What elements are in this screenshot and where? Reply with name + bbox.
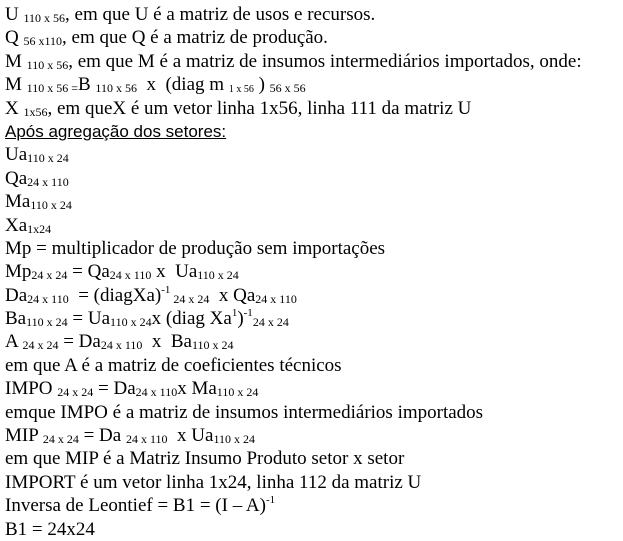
line-x-definition <box>5 97 620 120</box>
subscript: 24 x 24 <box>22 338 59 353</box>
text: x Ua <box>151 261 198 283</box>
text: M <box>5 74 27 96</box>
line-da-formula <box>5 284 620 307</box>
text: emque IMPO é a matriz de insumos intermediários importados <box>5 401 484 423</box>
text: x Ma <box>177 378 217 400</box>
text: U <box>5 4 24 25</box>
subscript: 24 x 110 <box>27 291 69 306</box>
line-impo-formula <box>5 377 620 400</box>
text: , em que M é a matriz de insumos intermediários importados, onde: <box>68 50 582 72</box>
text: x (diag Xa <box>151 308 232 330</box>
line-m-formula <box>5 73 620 96</box>
superscript: -1 <box>265 494 276 507</box>
line-mp-definition <box>5 237 620 260</box>
subscript: 24 x 24 <box>57 385 94 400</box>
subscript: 110 x 24 <box>191 338 234 353</box>
line-u-definition <box>5 3 620 26</box>
subscript: 110 x 56 = <box>26 81 78 96</box>
text: IMPORT é um vetor linha 1x24, linha 112 da matriz U <box>5 471 422 493</box>
text: x Ba <box>142 331 192 353</box>
line-impo-definition <box>5 401 620 424</box>
subscript: 56 x 56 <box>269 81 306 96</box>
text: Q <box>5 27 24 49</box>
subscript: 24 x 110 <box>255 291 297 306</box>
line-qa <box>5 167 620 190</box>
line-import-definition <box>5 471 620 494</box>
text: , em que Q é a matriz de produção. <box>62 27 328 49</box>
subscript: 24 x 24 <box>252 315 289 330</box>
text: em que MIP é a Matriz Insumo Produto setor x setor <box>5 448 405 470</box>
text: M <box>5 50 27 72</box>
line-ma <box>5 190 620 213</box>
text: B1 = 24x24 <box>5 518 95 540</box>
subscript: 110 x 24 <box>213 432 255 447</box>
subscript: 24 x 110 <box>135 385 178 400</box>
line-xa <box>5 214 620 237</box>
subscript: 110 x 24 <box>197 268 239 283</box>
subscript: 110 x 56 <box>26 57 69 72</box>
section-heading <box>5 120 620 143</box>
line-mp-formula <box>5 260 620 283</box>
line-ua <box>5 143 620 166</box>
text: Inversa de Leontief = B1 = (I – A) <box>5 495 266 517</box>
line-mip-definition <box>5 447 620 470</box>
line-q-definition <box>5 26 620 49</box>
text: Ma <box>5 191 31 213</box>
subscript: 56 x110 <box>23 34 63 49</box>
subscript: 24 x 110 <box>27 174 69 189</box>
subscript: 1x24 <box>27 221 52 236</box>
superscript: 1 <box>231 307 238 320</box>
line-b1-dimension <box>5 518 620 541</box>
text: A <box>5 331 23 353</box>
text: = (diagXa) <box>68 284 162 306</box>
subscript: 110 x 24 <box>30 198 72 213</box>
text: Qa <box>5 167 28 189</box>
document-body <box>5 3 620 541</box>
subscript: 110 x 56 <box>23 11 66 25</box>
text: , em queX é um vetor linha 1x56, linha 111 da matriz U <box>47 97 472 119</box>
text: Mp = multiplicador de produção sem importações <box>5 237 386 259</box>
text: = Da <box>93 378 136 400</box>
subscript: 24 x 110 <box>109 268 152 283</box>
line-m-definition <box>5 50 620 73</box>
text: IMPO <box>5 378 58 400</box>
line-a-definition <box>5 354 620 377</box>
subscript: 110 x 56 <box>95 81 137 96</box>
subscript: 110 x 24 <box>27 151 69 166</box>
line-ba-formula <box>5 307 620 330</box>
text: em que A é a matriz de coeficientes técnicos <box>5 354 342 376</box>
text: = Qa <box>67 261 110 283</box>
text: B <box>77 74 96 96</box>
superscript: -1 <box>243 307 253 320</box>
text: X <box>5 97 24 119</box>
text: x Ua <box>167 425 214 447</box>
heading-text: Após agregação dos setores: <box>5 121 227 141</box>
subscript: 24 x 24 <box>31 268 68 283</box>
subscript: 110 x 24 <box>26 315 68 330</box>
text: MIP <box>5 425 43 447</box>
text: = Ua <box>67 308 111 330</box>
line-leontief-inverse <box>5 494 620 517</box>
subscript: 110 x 24 <box>110 315 152 330</box>
subscript: 24 x 110 <box>100 338 143 353</box>
subscript: 24 x 24 <box>42 432 79 447</box>
line-mip-formula <box>5 424 620 447</box>
subscript: 110 x 24 <box>216 385 259 400</box>
text: Ua <box>5 144 28 166</box>
text: ) <box>253 74 270 96</box>
text: = Da <box>58 331 101 353</box>
subscript: 1x56 <box>23 104 48 119</box>
superscript: -1 <box>161 283 171 296</box>
text: , em que U é a matriz de usos e recursos. <box>65 4 376 25</box>
text: = Da <box>78 425 126 447</box>
text: ) <box>237 308 244 330</box>
subscript: 1 x 56 <box>228 84 254 96</box>
text: Xa <box>5 214 28 236</box>
subscript: 24 x 24 <box>170 291 210 306</box>
text: x (diag m <box>136 74 229 96</box>
text: x Qa <box>209 284 256 306</box>
text: Ba <box>5 308 27 330</box>
text: Da <box>5 284 28 306</box>
text: Mp <box>5 261 32 283</box>
subscript: 24 x 110 <box>125 432 168 447</box>
line-a-formula <box>5 330 620 353</box>
